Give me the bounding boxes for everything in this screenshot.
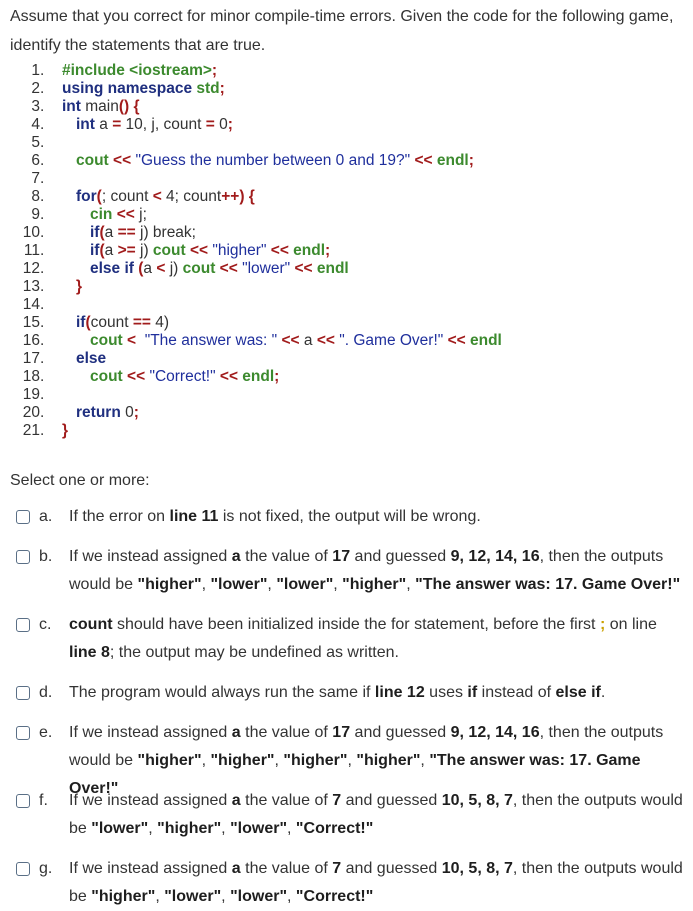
code-content — [62, 350, 106, 368]
code-line — [22, 260, 502, 278]
option-text-segment: , — [221, 888, 231, 905]
code-token: main — [85, 98, 119, 115]
line-number-dot: . — [40, 188, 45, 205]
code-content — [62, 422, 68, 440]
select-prompt: Select one or more: — [10, 472, 150, 489]
code-token: << — [127, 368, 146, 385]
code-token: << — [270, 242, 289, 259]
code-token: std — [196, 80, 220, 97]
option-text-segment: the value of — [240, 548, 333, 565]
option-text-segment: If the error on — [69, 508, 170, 525]
code-content — [62, 260, 349, 278]
code-token: = — [205, 116, 215, 133]
code-token: j) — [165, 260, 183, 277]
line-number: 5 — [31, 134, 40, 151]
option-checkbox[interactable] — [16, 510, 30, 524]
option-text-segment: should have been initialized inside the for statement, before the first — [112, 616, 600, 633]
line-number-dot: . — [40, 242, 45, 259]
code-line — [22, 206, 502, 224]
option-checkbox[interactable] — [16, 862, 30, 876]
option-text — [69, 503, 688, 531]
option-text-segment: If we instead assigned — [69, 548, 232, 565]
code-token: } — [76, 278, 83, 295]
code-line — [22, 80, 502, 98]
code-token: cout — [90, 332, 128, 349]
option-text-segment: , — [287, 888, 296, 905]
code-content — [62, 152, 474, 170]
code-content — [62, 242, 330, 260]
line-number: 1 — [31, 62, 40, 79]
option-text-segment: , — [406, 576, 416, 593]
code-token: cout — [182, 260, 220, 277]
option-text-segment: . — [600, 684, 606, 701]
code-token: 10, j, count — [121, 116, 206, 133]
code-token: < — [156, 260, 166, 277]
code-token: j) — [135, 242, 153, 259]
option-text-segment: , — [347, 752, 357, 769]
option-text-segment: If we instead assigned — [69, 792, 232, 809]
option-text-segment: "higher" — [342, 576, 407, 593]
line-number: 6 — [31, 152, 40, 169]
code-token: ( — [138, 260, 144, 277]
code-token: "The answer was: " — [136, 332, 282, 349]
line-number-dot: . — [40, 260, 45, 277]
option-text-segment: , — [221, 820, 231, 837]
line-number-dot: . — [40, 350, 45, 367]
code-token: using namespace — [62, 80, 197, 97]
option-text-segment: and guessed — [341, 792, 442, 809]
option-checkbox[interactable] — [16, 794, 30, 808]
code-line — [22, 224, 502, 242]
option-text-segment: "higher" — [137, 752, 202, 769]
line-number: 13 — [22, 278, 40, 295]
line-number-dot: . — [40, 332, 45, 349]
option-letter: f. — [39, 792, 48, 809]
code-token: ; — [219, 80, 225, 97]
code-token: ( — [99, 242, 105, 259]
option-text-segment: if — [467, 684, 478, 701]
line-number: 20 — [22, 404, 40, 421]
line-number-dot: . — [40, 134, 45, 151]
option-text-segment: The program would always run the same if — [69, 684, 375, 701]
line-number-dot: . — [40, 224, 45, 241]
code-token: << — [189, 242, 209, 259]
line-number: 15 — [22, 314, 40, 331]
option-text-segment: , — [420, 752, 430, 769]
option-text-segment: 7 — [332, 792, 342, 809]
line-number: 3 — [31, 98, 40, 115]
option-text-segment: , then the outputs would be — [69, 860, 683, 905]
code-token: int — [62, 98, 86, 115]
option-a[interactable] — [16, 503, 688, 531]
option-text-segment: line 11 — [169, 508, 219, 525]
code-token: a — [104, 242, 118, 259]
code-token: << — [316, 332, 335, 349]
option-text-segment: and guessed — [341, 860, 442, 877]
line-number-dot: . — [40, 386, 45, 403]
option-text-segment: instead of — [477, 684, 556, 701]
line-number-dot: . — [40, 422, 45, 439]
option-text-segment: ; the output may be undefined as written. — [109, 644, 399, 661]
option-text-segment: a — [231, 724, 241, 741]
line-number: 17 — [22, 350, 40, 367]
option-text-segment: "Correct!" — [295, 820, 374, 837]
code-token: () { — [118, 98, 140, 115]
option-text-segment: , — [274, 752, 284, 769]
option-text-segment: If we instead assigned — [69, 860, 232, 877]
code-token: < — [152, 188, 162, 205]
code-line — [22, 296, 502, 314]
code-token: ( — [85, 314, 91, 331]
code-token: ; — [133, 404, 139, 421]
code-token: "Correct!" — [145, 368, 220, 385]
code-line — [22, 152, 502, 170]
option-text — [69, 679, 688, 707]
option-letter: a. — [39, 508, 53, 525]
option-text-segment: , then the outputs would be — [69, 792, 683, 837]
code-token: ++) { — [221, 188, 255, 205]
code-token: == — [132, 314, 151, 331]
option-c[interactable] — [16, 611, 688, 667]
code-token: = — [112, 116, 122, 133]
option-text-segment: 7 — [332, 860, 342, 877]
option-text-segment: 17 — [332, 724, 351, 741]
line-number: 2 — [31, 80, 40, 97]
line-number-dot: . — [40, 62, 45, 79]
code-token: << — [116, 206, 135, 223]
code-token: ; — [325, 242, 331, 259]
option-text-segment: the value of — [240, 792, 333, 809]
code-content — [62, 116, 233, 134]
code-line — [22, 134, 502, 152]
option-text-segment: on line — [605, 616, 657, 633]
option-text-segment: "lower" — [164, 888, 222, 905]
option-text-segment: , — [201, 576, 211, 593]
code-token: "lower" — [237, 260, 295, 277]
code-content — [62, 98, 140, 116]
code-line — [22, 386, 502, 404]
code-token: endl — [312, 260, 349, 277]
code-token: #include <iostream> — [62, 62, 212, 79]
option-text-segment: line 12 — [374, 684, 425, 701]
option-text-segment: 10, 5, 8, 7 — [441, 792, 513, 809]
code-token: ( — [96, 188, 102, 205]
code-line — [22, 278, 502, 296]
option-text-segment: the value of — [240, 724, 333, 741]
line-number-dot: . — [40, 368, 45, 385]
option-text-segment: line 8 — [69, 644, 110, 661]
line-number-dot: . — [40, 206, 45, 223]
code-line — [22, 62, 502, 80]
line-number: 19 — [22, 386, 40, 403]
option-text-segment: a — [231, 860, 241, 877]
option-text — [69, 611, 688, 667]
option-letter: d. — [39, 684, 53, 701]
code-line — [22, 188, 502, 206]
option-text-segment: "higher" — [210, 752, 275, 769]
line-number-dot: . — [40, 314, 45, 331]
code-token: "higher" — [208, 242, 271, 259]
code-content — [62, 80, 225, 98]
line-number-dot: . — [40, 404, 45, 421]
code-token: ; — [227, 116, 233, 133]
code-token: << — [281, 332, 300, 349]
code-token: endl — [238, 368, 275, 385]
line-number: 12 — [22, 260, 40, 277]
code-line — [22, 404, 502, 422]
code-token: ; — [468, 152, 474, 169]
code-content — [62, 278, 82, 296]
option-b[interactable] — [16, 543, 688, 599]
code-content — [62, 188, 255, 206]
line-number: 7 — [31, 170, 40, 187]
option-text-segment: "higher" — [356, 752, 421, 769]
code-token: ( — [99, 224, 105, 241]
code-token: << — [113, 152, 132, 169]
option-text-segment: If we instead assigned — [69, 724, 232, 741]
code-token: j) break; — [135, 224, 196, 241]
option-text — [69, 787, 688, 843]
option-text-segment: , — [267, 576, 277, 593]
code-token: if — [90, 242, 100, 259]
code-token: << — [447, 332, 466, 349]
code-line — [22, 422, 502, 440]
line-number: 16 — [22, 332, 40, 349]
option-g[interactable] — [16, 855, 688, 911]
option-d[interactable] — [16, 679, 688, 707]
code-token: < — [127, 332, 137, 349]
option-text-segment: a — [231, 548, 241, 565]
code-content — [62, 314, 169, 332]
line-number-dot: . — [40, 296, 45, 313]
option-checkbox[interactable] — [16, 726, 30, 740]
line-number: 10 — [22, 224, 40, 241]
code-token: 0 — [125, 404, 134, 421]
option-checkbox[interactable] — [16, 550, 30, 564]
code-token: ". Game Over!" — [334, 332, 448, 349]
option-text-segment: uses — [424, 684, 468, 701]
option-text-segment: ; — [599, 616, 606, 633]
code-line — [22, 116, 502, 134]
code-token: cout — [90, 368, 128, 385]
code-token: << — [294, 260, 313, 277]
option-text-segment: "higher" — [283, 752, 348, 769]
code-content — [62, 62, 217, 80]
option-text-segment: "higher" — [157, 820, 222, 837]
option-text-segment: 9, 12, 14, 16 — [450, 724, 540, 741]
line-number: 4 — [31, 116, 40, 133]
option-f[interactable] — [16, 787, 688, 843]
option-letter: c. — [39, 616, 52, 633]
option-text-segment: "higher" — [91, 888, 156, 905]
code-token: count — [90, 314, 133, 331]
code-token: cout — [76, 152, 114, 169]
code-token: j; — [134, 206, 147, 223]
code-token: >= — [117, 242, 136, 259]
line-number: 18 — [22, 368, 40, 385]
code-token: << — [219, 260, 238, 277]
code-token: == — [117, 224, 136, 241]
code-line — [22, 332, 502, 350]
option-letter: e. — [39, 724, 53, 741]
code-token: a — [299, 332, 317, 349]
line-number-dot: . — [40, 170, 45, 187]
code-token: a — [143, 260, 157, 277]
code-line — [22, 350, 502, 368]
code-token: endl — [465, 332, 502, 349]
code-token: "Guess the number between 0 and 19?" — [131, 152, 415, 169]
line-number-dot: . — [40, 116, 45, 133]
option-text-segment: the value of — [240, 860, 333, 877]
option-text-segment: count — [69, 616, 113, 633]
code-token: if — [76, 314, 86, 331]
option-text-segment: and guessed — [350, 724, 451, 741]
line-number: 8 — [31, 188, 40, 205]
option-text-segment: "higher" — [137, 576, 202, 593]
code-token: ; — [274, 368, 280, 385]
line-number: 11 — [23, 242, 40, 259]
option-text-segment: is not fixed, the output will be wrong. — [218, 508, 481, 525]
code-token: a — [104, 224, 118, 241]
code-line — [22, 242, 502, 260]
code-token: ; count — [101, 188, 153, 205]
code-token: return — [76, 404, 126, 421]
option-text-segment: 10, 5, 8, 7 — [441, 860, 513, 877]
code-token: for — [76, 188, 97, 205]
code-token: 4; count — [161, 188, 222, 205]
code-content — [62, 368, 279, 386]
option-checkbox[interactable] — [16, 686, 30, 700]
code-token: ; — [211, 62, 218, 79]
option-letter: b. — [39, 548, 53, 565]
code-token: cout — [152, 242, 190, 259]
option-text-segment: and guessed — [350, 548, 451, 565]
code-token: << — [219, 368, 238, 385]
option-checkbox[interactable] — [16, 618, 30, 632]
option-text-segment: "lower" — [230, 888, 288, 905]
code-content — [62, 404, 139, 422]
option-text-segment: , then the outputs would be — [69, 724, 664, 769]
code-line — [22, 170, 502, 188]
option-text — [69, 543, 688, 599]
option-text-segment: "lower" — [276, 576, 334, 593]
option-text-segment: 17 — [332, 548, 351, 565]
option-text-segment: "The answer was: 17. Game Over!" — [69, 752, 641, 797]
option-text-segment: , then the outputs would be — [69, 548, 664, 593]
option-text-segment: "lower" — [91, 820, 149, 837]
option-text-segment: , — [148, 820, 158, 837]
option-text-segment: "The answer was: 17. Game Over!" — [415, 576, 681, 593]
option-text — [69, 855, 688, 911]
option-text-segment: a — [231, 792, 241, 809]
line-number-dot: . — [40, 278, 45, 295]
line-number-dot: . — [40, 98, 45, 115]
code-token: } — [62, 422, 69, 439]
line-number: 14 — [22, 296, 40, 313]
code-token: endl — [288, 242, 326, 259]
code-token: int — [76, 116, 100, 133]
option-text-segment: else if — [555, 684, 601, 701]
line-number-dot: . — [40, 80, 45, 97]
line-number: 9 — [31, 206, 40, 223]
option-letter: g. — [39, 860, 53, 877]
line-number-dot: . — [40, 152, 45, 169]
code-line — [22, 368, 502, 386]
code-token: if — [90, 224, 100, 241]
code-line — [22, 314, 502, 332]
code-listing — [22, 62, 502, 440]
code-token: else if — [90, 260, 139, 277]
question-text: Assume that you correct for minor compile-time errors. Given the code for the following game, identify the statements that are true. — [10, 8, 674, 54]
code-token: cin — [90, 206, 117, 223]
code-content — [62, 206, 147, 224]
option-text-segment: , — [201, 752, 211, 769]
option-text-segment: "Correct!" — [295, 888, 374, 905]
option-text-segment: , — [155, 888, 165, 905]
code-token: else — [76, 350, 107, 367]
code-line — [22, 98, 502, 116]
code-token: 0 — [214, 116, 228, 133]
code-token: a — [99, 116, 113, 133]
option-text-segment: 9, 12, 14, 16 — [450, 548, 540, 565]
line-number: 21 — [22, 422, 40, 439]
code-token: << — [414, 152, 433, 169]
option-text-segment: , — [333, 576, 343, 593]
code-content — [62, 224, 196, 242]
option-text-segment: "lower" — [230, 820, 288, 837]
code-token: endl — [432, 152, 469, 169]
code-token: 4) — [150, 314, 170, 331]
code-content — [62, 332, 502, 350]
option-text-segment: , — [287, 820, 296, 837]
option-text-segment: "lower" — [210, 576, 268, 593]
